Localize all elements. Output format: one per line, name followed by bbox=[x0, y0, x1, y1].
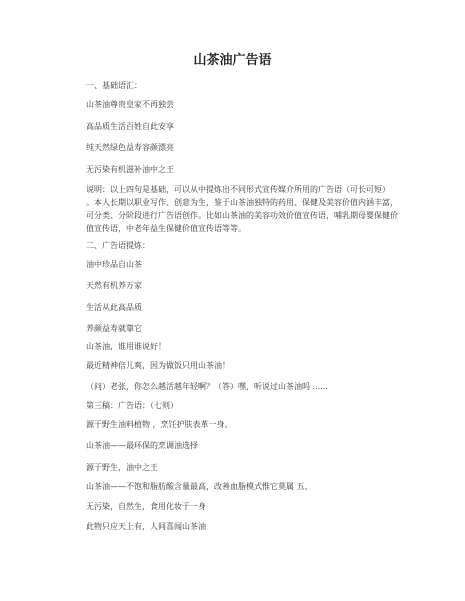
list-item: 无污染，自然生，食用化妆于一身 bbox=[86, 502, 206, 511]
list-item: 高品质生活百姓自此安享 bbox=[86, 122, 174, 131]
list-item: 山茶油——最环保的烹调油选择 bbox=[86, 441, 198, 450]
document-title: 山茶油广告语 bbox=[193, 53, 272, 68]
list-item: （问）老张，你怎么越活越年轻啊？（答）嘿，听说过山茶油吗 ...... bbox=[86, 382, 328, 391]
paragraph-line: 值宣传语，中老年益生保健价值宣传语等等。 bbox=[86, 224, 246, 233]
list-item: 山茶油——不饱和脂肪酸含量最高，改善血脂模式惟它莫属 五、 bbox=[86, 482, 313, 491]
paragraph-line: 。本人长期以职业写作、创意为生，鉴于山茶油独特的药用、保健及美容价值内涵丰富， bbox=[86, 198, 398, 207]
section-heading-basic-vocabulary: 一、基础语汇： bbox=[86, 81, 142, 90]
list-item: 源于野生油料植物 ，烹饪护肤表革一身。 bbox=[86, 420, 233, 429]
list-item: 养颜益寿就靠它 bbox=[86, 324, 142, 333]
list-item: 最近精神倍儿爽，因为做饭只用山茶油！ bbox=[86, 361, 230, 370]
list-item: 山茶油尊贵皇家不再独尝 bbox=[86, 100, 174, 109]
paragraph-line: 可分类、分阶段进行广告语创作。比如山茶油的美容功效价值宣传语，哺乳期母婴保健价 bbox=[86, 211, 398, 220]
section-heading-third-draft: 第三稿：广告语：（七则） bbox=[86, 401, 178, 410]
list-item: 天然有机养万家 bbox=[86, 281, 142, 290]
list-item: 纯天然绿色益寿容颜漂亮 bbox=[86, 143, 174, 152]
list-item: 生活从此高品质 bbox=[86, 303, 142, 312]
section-heading-slogan-refinement: 二、广告语提炼： bbox=[86, 241, 150, 250]
paragraph-line: 说明：以上四句是基础，可以从中提炼出不同形式宣传媒介所用的广告语（可长可短） bbox=[86, 185, 390, 194]
list-item: 无污染有机滋补油中之王 bbox=[86, 165, 174, 174]
explanation-paragraph bbox=[86, 183, 398, 235]
list-item: 源于野生，油中之王 bbox=[86, 463, 158, 472]
list-item: 此物只应天上有，人间喜闻山茶油 bbox=[86, 522, 206, 531]
list-item: 山茶油，谁用谁说好！ bbox=[86, 342, 166, 351]
list-item: 油中珍品自山茶 bbox=[86, 260, 142, 269]
